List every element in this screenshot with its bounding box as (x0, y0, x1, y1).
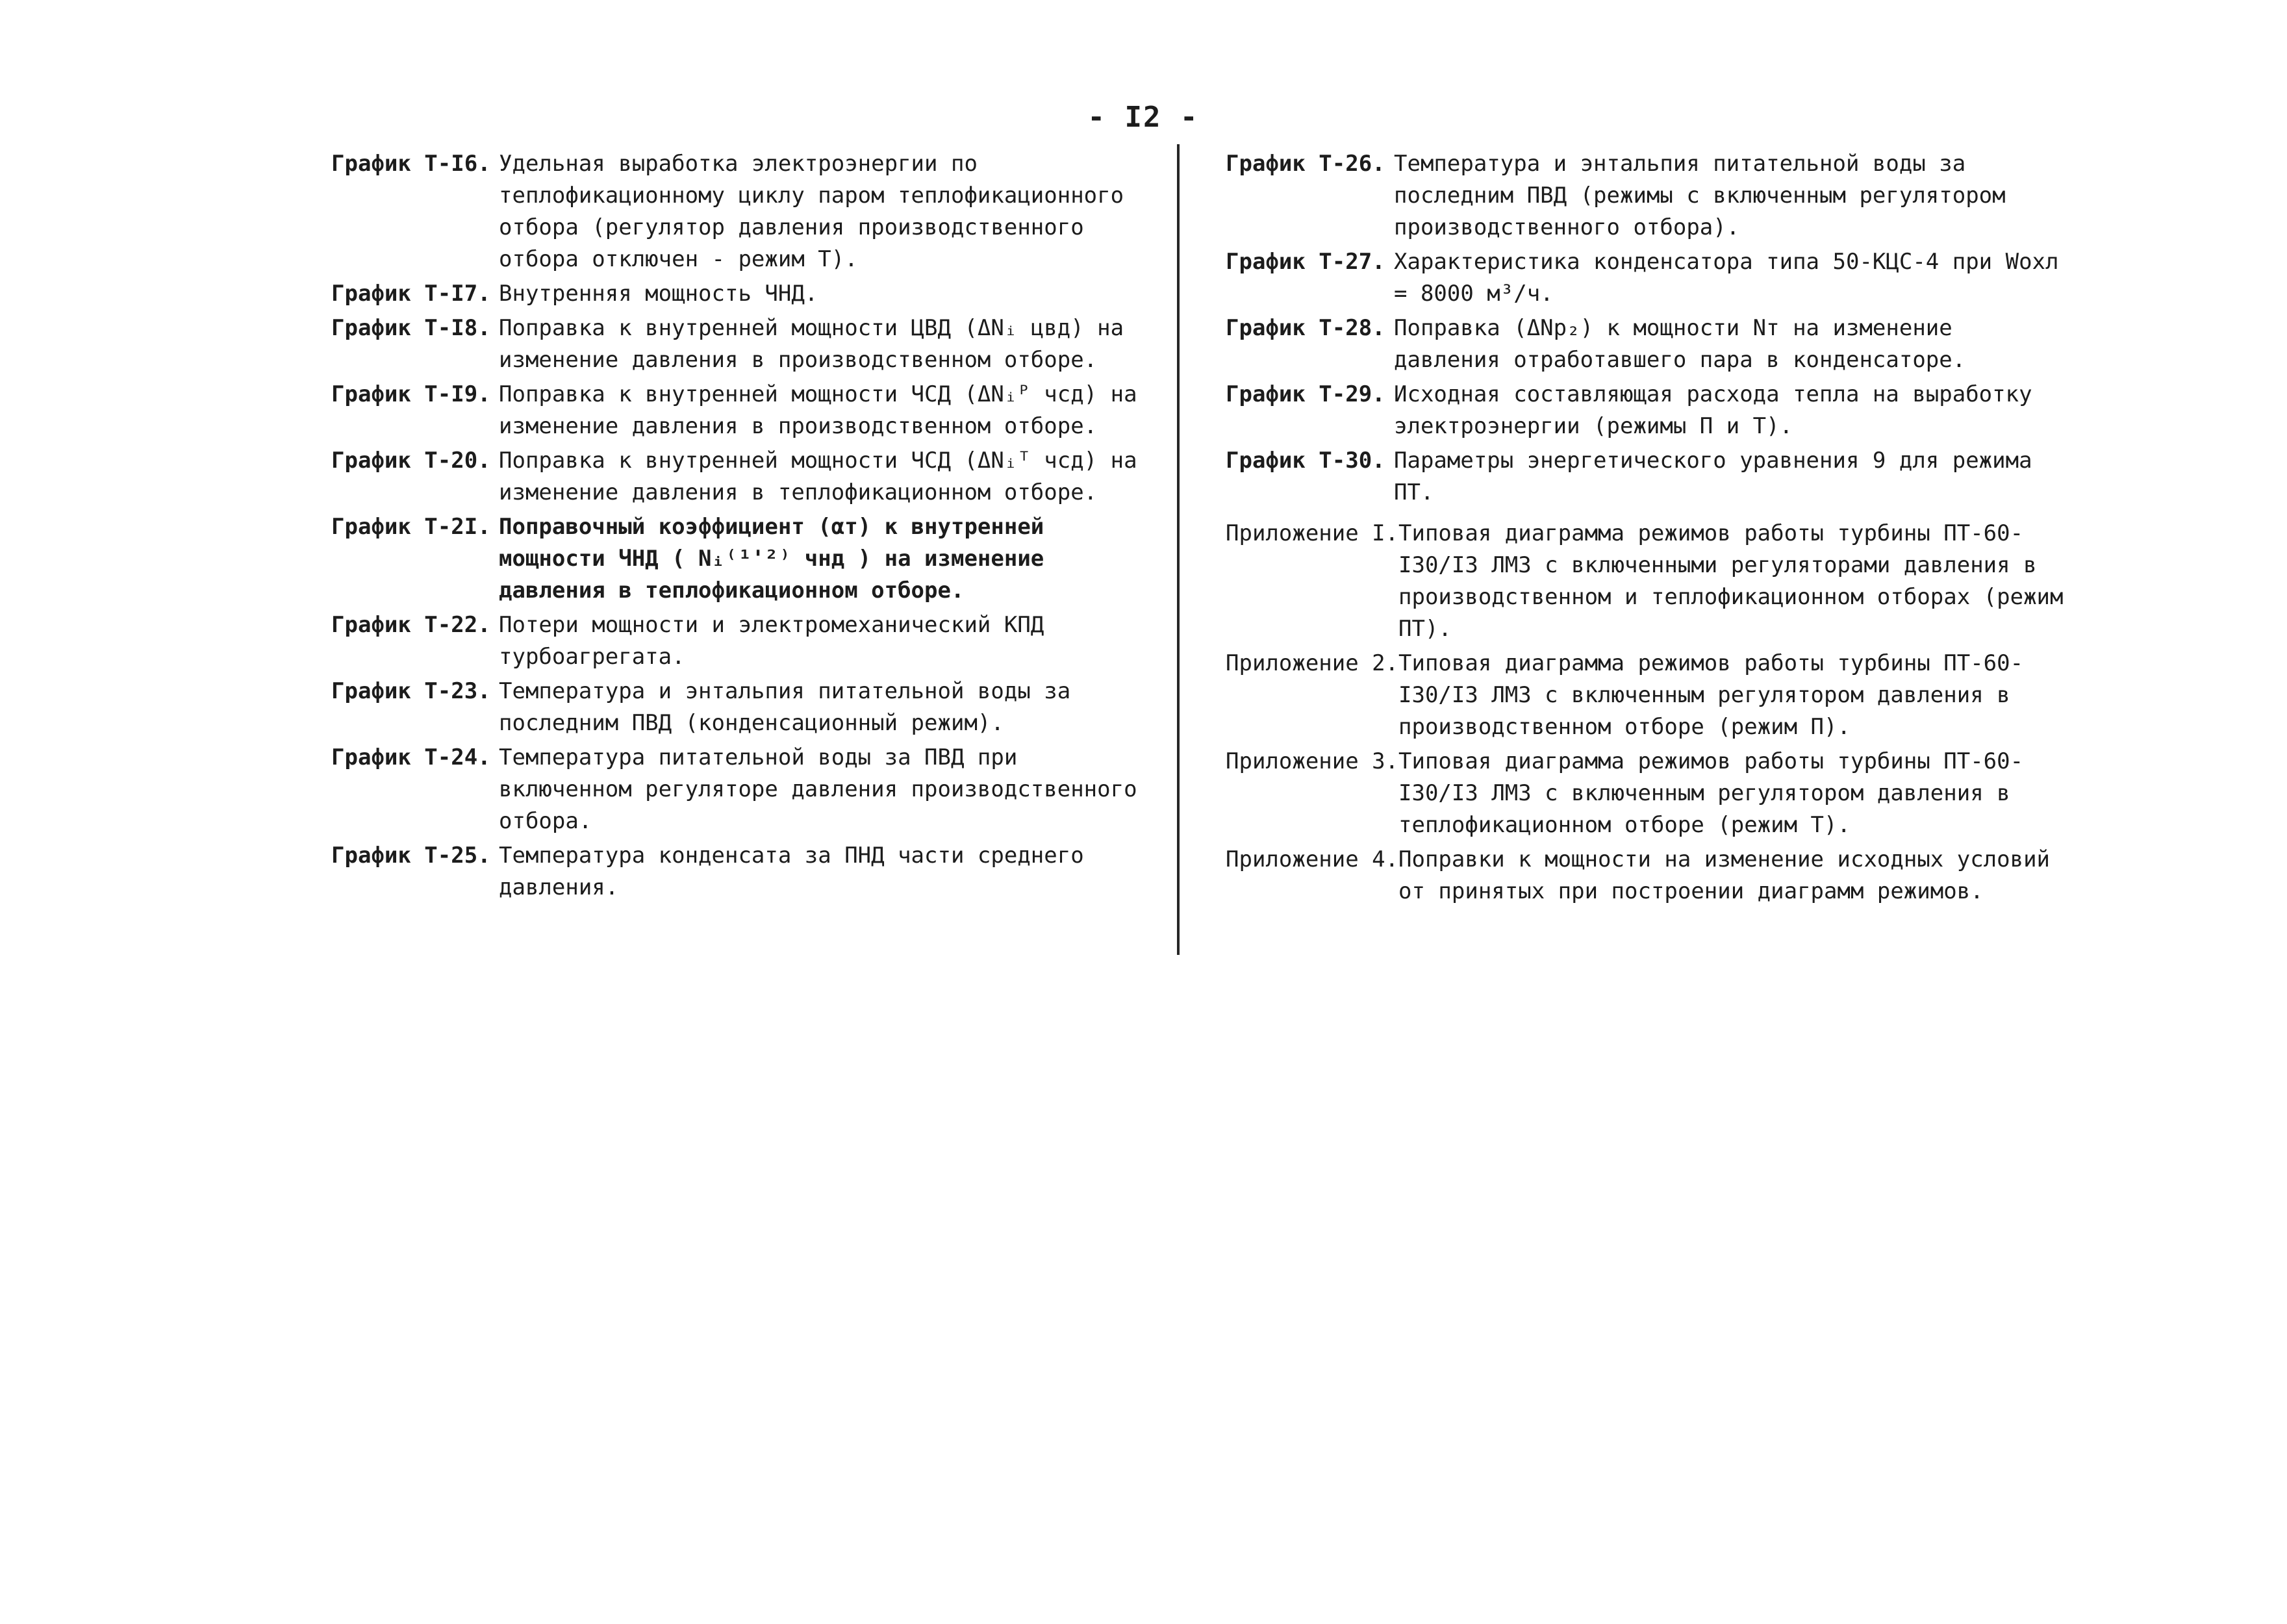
graph-label: График Т-23. (331, 678, 491, 704)
graph-entry-t19 (331, 379, 1150, 442)
graph-description: Характеристика конденсатора типа 50-КЦС-4 при Wохл = 8000 м³/ч. (1394, 249, 2059, 307)
appendix-label: Приложение I. (1226, 520, 1399, 546)
graph-label: График Т-22. (331, 612, 491, 638)
graph-description: Поправка к внутренней мощности ЧСД (ΔNᵢᵀ чсд) на изменение давления в теплофикационном отборе. (499, 448, 1137, 505)
graph-description: Параметры энергетического уравнения 9 для режима ПТ. (1394, 448, 2032, 505)
graph-label: График Т-I6. (331, 151, 491, 177)
graph-label: График Т-I7. (331, 281, 491, 307)
graph-entry-t22 (331, 609, 1150, 673)
appendix-entry-4 (1226, 844, 2070, 907)
graph-entry-t17 (331, 278, 1150, 310)
appendix-description: Поправки к мощности на изменение исходных условий от принятых при построении диаграмм режимов. (1398, 846, 2051, 904)
graph-label: График Т-26. (1226, 151, 1385, 177)
graph-description: Исходная составляющая расхода тепла на выработку электроэнергии (режимы П и Т). (1394, 381, 2032, 439)
graph-description: Потери мощности и электромеханический КПД турбоагрегата. (499, 612, 1044, 670)
graph-description: Температура и энтальпия питательной воды за последним ПВД (режимы с включенным регулятором производственного отбора). (1394, 151, 2006, 240)
graph-description: Температура питательной воды за ПВД при включенном регуляторе давления производственного отбора. (499, 744, 1137, 834)
graph-description: Температура и энтальпия питательной воды за последним ПВД (конденсационный режим). (499, 678, 1071, 736)
graph-entry-t20 (331, 445, 1150, 509)
graph-label: График Т-29. (1226, 381, 1385, 407)
appendix-label: Приложение 3. (1226, 748, 1399, 774)
graph-label: График Т-27. (1226, 249, 1385, 275)
appendix-description: Типовая диаграмма режимов работы турбины ПТ-60-I30/I3 ЛМЗ с включенным регулятором давления в теплофикационном отборе (режим Т). (1398, 748, 2024, 838)
graph-entry-t29 (1226, 379, 2070, 442)
appendix-entry-1 (1226, 518, 2070, 645)
graph-description: Внутренняя мощность ЧНД. (499, 281, 818, 307)
graph-label: График Т-30. (1226, 448, 1385, 474)
appendix-label: Приложение 4. (1226, 846, 1399, 872)
graph-label: График Т-25. (331, 843, 491, 869)
graph-entry-t26 (1226, 148, 2070, 244)
graph-description: Поправка к внутренней мощности ЦВД (ΔNᵢ цвд) на изменение давления в производственном отборе. (499, 315, 1124, 373)
graph-label: График Т-24. (331, 744, 491, 770)
appendix-label: Приложение 2. (1226, 650, 1399, 676)
graph-entry-t30 (1226, 445, 2070, 509)
graph-description: Поправка к внутренней мощности ЧСД (ΔNᵢᴾ чсд) на изменение давления в производственном отборе. (499, 381, 1137, 439)
graph-entry-t23 (331, 676, 1150, 739)
appendix-entry-3 (1226, 746, 2070, 841)
graph-entry-t24 (331, 742, 1150, 837)
right-column (1226, 148, 2070, 910)
graph-entry-t16 (331, 148, 1150, 275)
appendix-description: Типовая диаграмма режимов работы турбины ПТ-60-I30/I3 ЛМЗ с включенными регуляторами давления в производственном и теплофикационном отборах (режим ПТ). (1398, 520, 2064, 642)
left-column (331, 148, 1150, 906)
graph-description: Поправочный коэффициент (αт) к внутренней мощности ЧНД ( Nᵢ⁽¹'²⁾ чнд ) на изменение давления в теплофикационном отборе. (499, 514, 1044, 603)
graph-entry-t25 (331, 840, 1150, 904)
graph-label: График Т-20. (331, 448, 491, 474)
graph-label: График Т-28. (1226, 315, 1385, 341)
graph-label: График Т-2I. (331, 514, 491, 540)
graph-label: График Т-I9. (331, 381, 491, 407)
graph-entry-t27 (1226, 246, 2070, 310)
appendix-description: Типовая диаграмма режимов работы турбины ПТ-60-I30/I3 ЛМЗ с включенным регулятором давления в производственном отборе (режим П). (1398, 650, 2024, 740)
graph-entry-t18 (331, 312, 1150, 376)
appendix-entry-2 (1226, 648, 2070, 743)
graph-description: Удельная выработка электроэнергии по теплофикационному циклу паром теплофикационного отбора (регулятор давления производственного отбора отключен - режим Т). (499, 151, 1124, 272)
graph-entry-t28 (1226, 312, 2070, 376)
graph-entry-t21 (331, 511, 1150, 607)
page-number: - I2 - (1087, 101, 1199, 134)
graph-description: Температура конденсата за ПНД части среднего давления. (499, 843, 1084, 900)
graph-label: График Т-I8. (331, 315, 491, 341)
column-divider (1177, 144, 1180, 955)
graph-description: Поправка (ΔNp₂) к мощности Nт на изменение давления отработавшего пара в конденсаторе. (1394, 315, 1966, 373)
